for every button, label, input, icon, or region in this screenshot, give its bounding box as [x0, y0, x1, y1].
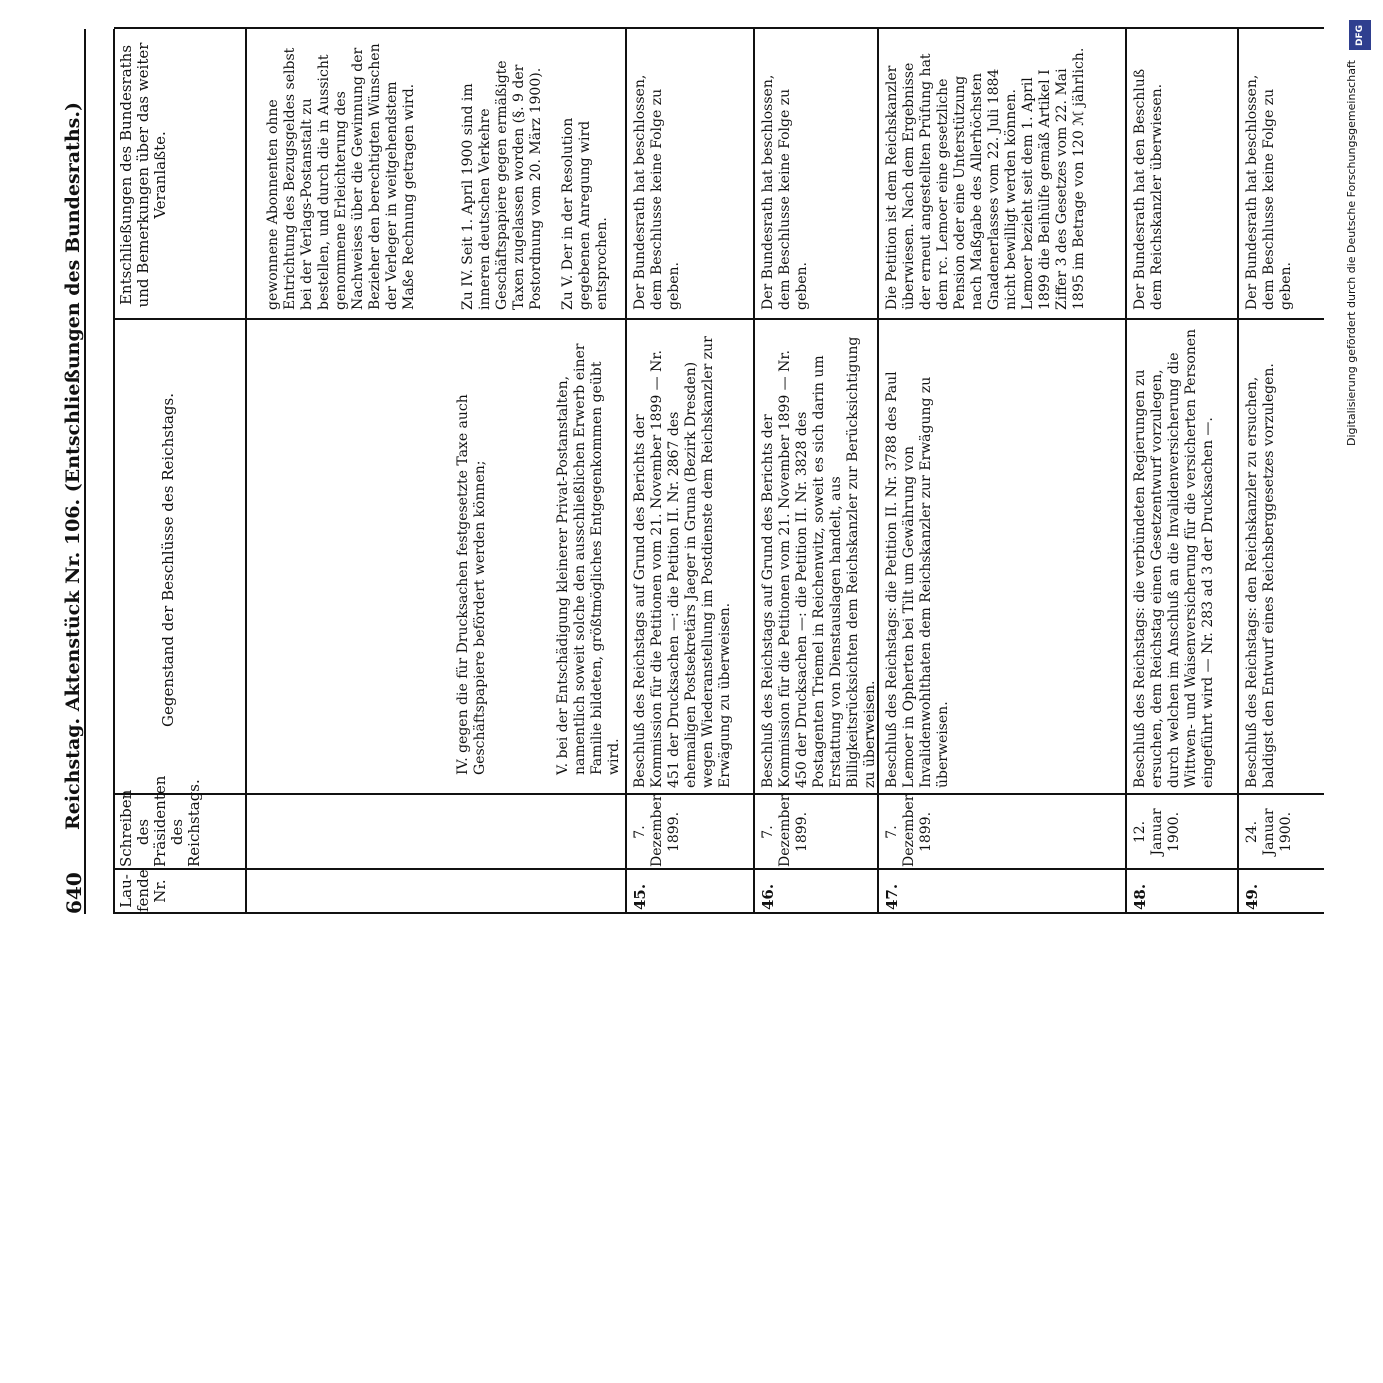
row-decision: Der Bundesrath hat beschlossen, dem Beschlusse keine Folge zu geben. — [632, 74, 682, 310]
column-header-nr: Lau-fende Nr. — [117, 869, 169, 912]
table-border-left — [114, 912, 1324, 914]
running-title: Reichstag. Aktenstück Nr. 106. (Entschließungen des Bundesraths.) — [62, 102, 84, 830]
column-divider — [114, 318, 1324, 320]
row-subject: Beschluß des Reichstags: die verbündeten Regierungen zu ersuchen, dem Reichstag einen Gesetzentwurf vorzulegen, durch welchen im Anschluß an die Invalidenversicherung die Wittwen- und Waisenversicherung für die versicherten Personen eingeführt wird — Nr. 283 ad 3 der Drucksachen —. — [1132, 328, 1216, 788]
row-nr: 47. — [883, 883, 901, 910]
column-header-subject: Gegenstand der Beschlüsse des Reichstags. — [159, 393, 177, 727]
row-decision: Die Petition ist dem Reichskanzler überwiesen. Nach dem Ergebnisse der erneut angestellten Prüfung hat dem rc. Lemoer eine gesetzliche Pension oder eine Unterstützung nach Maßgabe des Allerhöchsten Gnadenerlasses vom 22. Juli 1884 nicht bewilligt werden können. Lemoer bezieht seit dem 1. April 1899 die Beihülfe gemäß Artikel I Ziffer 3 des Gesetzes vom 22. Mai 1895 im Betrage von 120 ℳ jährlich. — [884, 47, 1087, 310]
column-header-top-rule — [113, 29, 115, 914]
row-divider — [877, 29, 879, 914]
digitization-note-text: Digitalisierung gefördert durch die Deutsche Forschungsgemeinschaft — [1345, 60, 1358, 446]
row-divider — [753, 29, 755, 914]
column-header-bottom-rule — [245, 29, 247, 914]
column-divider — [114, 868, 1324, 870]
row-subject: Beschluß des Reichstags auf Grund des Berichts der Kommission für die Petitionen vom 21. November 1899 — Nr. 451 der Drucksachen —: die Petition II. Nr. 2867 des ehemaligen Postsekretärs Jaeger in Gruna (Bezirk Dresden) wegen Wiederanstellung im Postdienste dem Reichskanzler zur Erwägung zu überweisen. — [632, 336, 733, 788]
digitization-note — [1345, 20, 1377, 980]
row-subject: Beschluß des Reichstags auf Grund des Berichts der Kommission für die Petitionen vom 21. November 1899 — Nr. 450 der Drucksachen —: die Petition II. Nr. 3828 des Postagenten Triemel in Reichenwitz, soweit es sich darin um Erstattung von Dienstauslagen handelt, aus Billigkeitsrücksichten dem Reichskanzler zur Berücksichtigung zu überweisen. — [760, 336, 878, 788]
dfg-logo: DFG — [1349, 20, 1371, 50]
row-date: 7. Dezember 1899. — [760, 794, 810, 867]
page-number: 640 — [62, 872, 86, 914]
row-subject: Beschluß des Reichstags: die Petition II. Nr. 3788 des Paul Lemoer in Opherten bei Tilt um Gewährung von Invalidenwohlthaten dem Reichskanzler zur Erwägung zu überweisen. — [884, 371, 951, 788]
row-decision: Der Bundesrath hat beschlossen, dem Beschlusse keine Folge zu geben. — [760, 74, 810, 310]
column-divider — [114, 793, 1324, 795]
table-border-right — [114, 27, 1324, 29]
row-nr: 46. — [759, 883, 777, 910]
row-divider — [1237, 29, 1239, 914]
row-nr: 48. — [1131, 883, 1149, 910]
header-rule — [84, 29, 86, 914]
row-date: 12. Januar 1900. — [1132, 808, 1182, 856]
row-divider — [625, 29, 627, 914]
column-header-letter: Schreiben des Präsidenten des Reichstags. — [117, 775, 203, 867]
row-date: 24. Januar 1900. — [1244, 808, 1294, 856]
row-date: 7. Dezember 1899. — [632, 794, 682, 867]
row-divider — [1125, 29, 1127, 914]
continuation-subject-v: V. bei der Entschädigung kleinerer Privat-Postanstalten, namentlich soweit solche den ausschließlichen Erwerb einer Familie bildeten, größtmögliches Entgegenkommen geübt wird. — [555, 343, 622, 775]
column-header-decision: Entschließungen des Bundesraths und Bemerkungen über das weiter Veranlaßte. — [117, 42, 169, 308]
row-date: 7. Dezember 1899. — [884, 794, 934, 867]
row-nr: 45. — [631, 883, 649, 910]
continuation-subject-iv: IV. gegen die für Drucksachen festgesetzte Taxe auch Geschäftspapiere befördert werden können; — [455, 394, 488, 775]
row-nr: 49. — [1243, 883, 1261, 910]
continuation-decision-v: Zu V. Der in der Resolution gegebenen Anregung wird entsprochen. — [560, 117, 610, 310]
row-decision: Der Bundesrath hat beschlossen, dem Beschlusse keine Folge zu geben. — [1244, 74, 1294, 310]
row-decision: Der Bundesrath hat den Beschluß dem Reichskanzler überwiesen. — [1132, 68, 1165, 310]
page-header — [62, 34, 92, 914]
continuation-decision-iv: Zu IV. Seit 1. April 1900 sind im inneren deutschen Verkehre Geschäftspapiere gegen ermäßigte Taxen zugelassen worden (§. 9 der Postordnung vom 20. März 1900). — [460, 60, 544, 310]
row-subject: Beschluß des Reichstags: den Reichskanzler zu ersuchen, baldigst den Entwurf eines Reichsberggesetzes vorzulegen. — [1244, 363, 1277, 788]
continuation-decision: gewonnene Abonnenten ohne Entrichtung des Bezugsgeldes selbst bei der Verlags-Postanstalt zu bestellen, und durch die in Aussicht genommene Erleichterung des Nachweises über die Gewinnung der Bezieher den berechtigten Wünschen der Verleger in weitgehendstem Maße Rechnung getragen wird. — [265, 43, 417, 310]
